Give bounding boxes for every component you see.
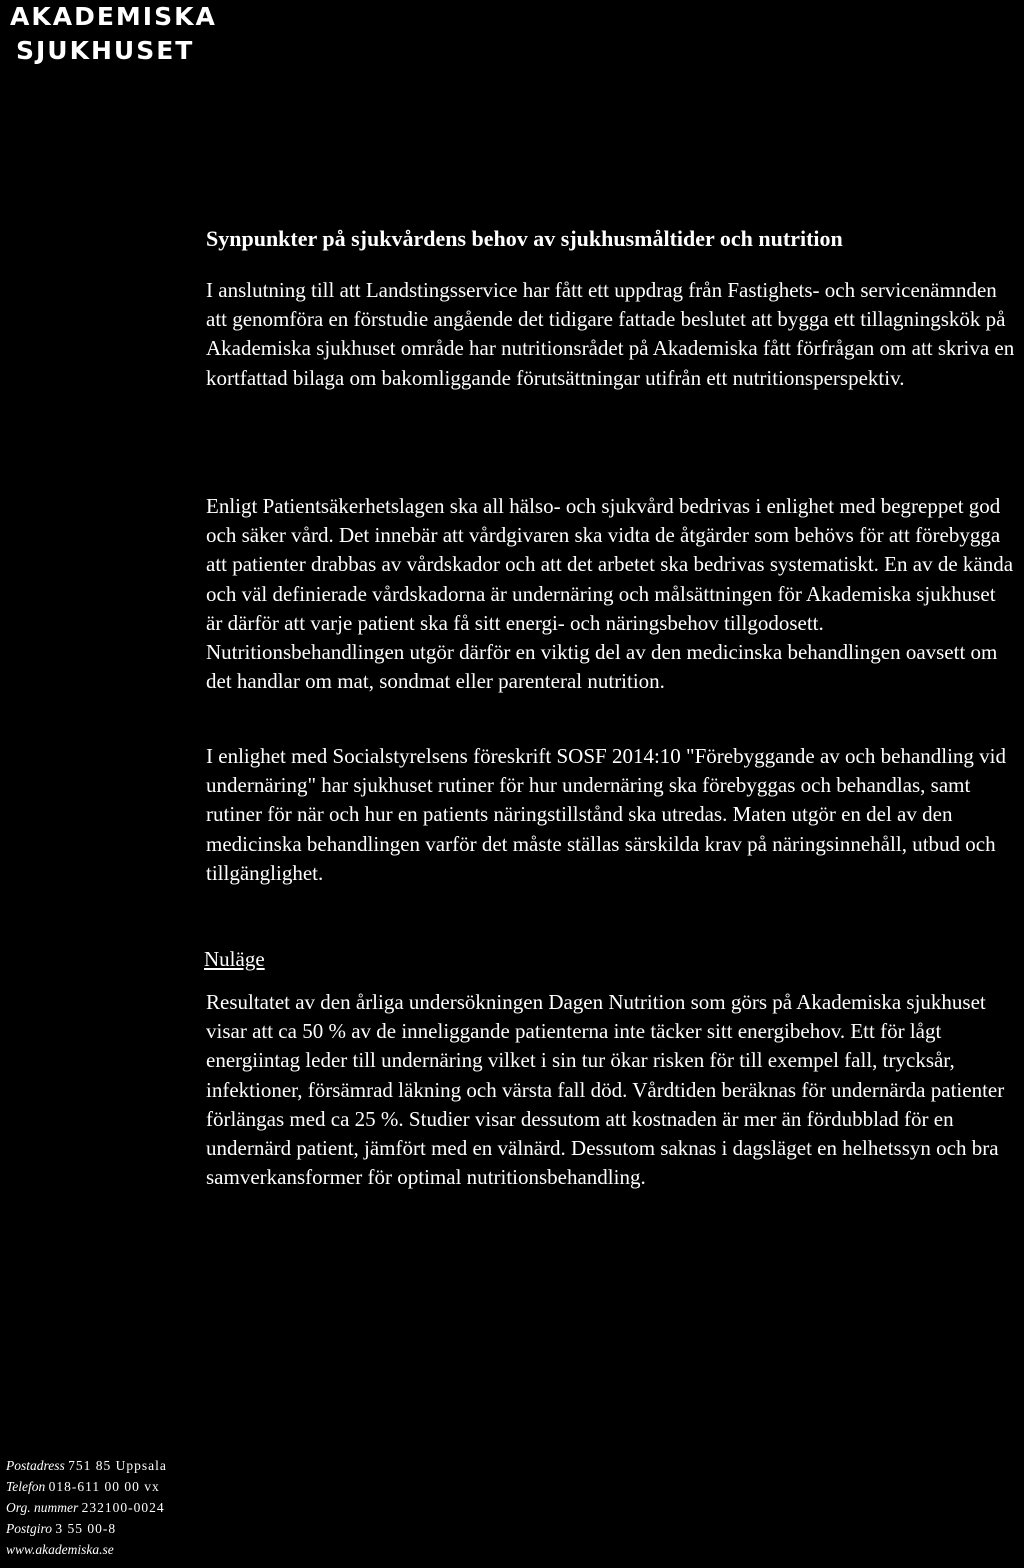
footer-telefon-label: Telefon <box>6 1479 46 1494</box>
footer-telefon-value: 018-611 00 00 vx <box>48 1479 160 1494</box>
footer-website <box>6 1539 167 1560</box>
footer-org-label: Org. nummer <box>6 1500 79 1515</box>
section-heading-nulage: Nuläge <box>204 947 265 971</box>
logo <box>10 0 217 68</box>
footer-postadress-label: Postadress <box>6 1458 65 1473</box>
logo-line-2: SJUKHUSET <box>16 36 195 65</box>
paragraph-intro: I anslutning till att Landstingsservice har fått ett uppdrag från Fastighets- och servicenämnden att genomföra en förstudie angående det tidigare fattade beslutet att bygga ett tillagningskök på Akademiska sjukhuset område har nutritionsrådet på Akademiska fått förfrågan om att skriva en kortfattad bilaga om bakomliggande förutsättningar utifrån ett nutritionsperspektiv. <box>206 278 1015 390</box>
logo-line-1: AKADEMISKA <box>10 2 217 31</box>
paragraph-current-state: Resultatet av den årliga undersökningen Dagen Nutrition som görs på Akademiska sjukhuset visar att ca 50 % av de inneliggande patienterna inte täcker sitt energibehov. Ett för lågt energiintag leder till undernäring vilket i sin tur ökar risken för till exempel fall, trycksår, infektioner, försämrad läkning och värsta fall död. Vårdtiden beräknas för undernärda patienter förlängas med ca 25 %. Studier visar dessutom att kostnaden är mer än fördubblad för en undernärd patient, jämfört med en välnärd. Dessutom saknas i dagsläget en helhetssyn och bra samverkansformer för optimal nutritionsbehandling. <box>206 990 1005 1190</box>
footer-postgiro <box>6 1518 167 1539</box>
footer-postadress-value: 751 85 Uppsala <box>68 1458 167 1473</box>
footer-contact <box>6 1455 167 1560</box>
footer-postgiro-label: Postgiro <box>6 1521 53 1536</box>
footer-postadress <box>6 1455 167 1476</box>
footer-website-link[interactable]: www.akademiska.se <box>6 1542 114 1557</box>
paragraph-regulation: I enlighet med Socialstyrelsens föreskrift SOSF 2014:10 "Förebyggande av och behandling vid undernäring" har sjukhuset rutiner för hur undernäring ska förebyggas och behandlas, samt rutiner för när och hur en patients näringstillstånd ska utredas. Maten utgör en del av den medicinska behandlingen varför det måste ställas särskilda krav på näringsinnehåll, utbud och tillgänglighet. <box>206 744 1007 885</box>
footer-org-value: 232100-0024 <box>81 1500 165 1515</box>
footer-org <box>6 1497 167 1518</box>
footer-telefon <box>6 1476 167 1497</box>
footer-postgiro-value: 3 55 00-8 <box>55 1521 117 1536</box>
document-title: Synpunkter på sjukvårdens behov av sjukhusmåltider och nutrition <box>206 226 843 251</box>
paragraph-patient-safety: Enligt Patientsäkerhetslagen ska all hälso- och sjukvård bedrivas i enlighet med begreppet god och säker vård. Det innebär att vårdgivaren ska vidta de åtgärder som behövs för att förebygga att patienter drabbas av vårdskador och att det arbetet ska bedrivas systematiskt. En av de kända och väl definierade vårdskadorna är undernäring och målsättningen för Akademiska sjukhuset är därför att varje patient ska få sitt energi- och näringsbehov tillgodosett. Nutritionsbehandlingen utgör därför en viktig del av den medicinska behandlingen oavsett om det handlar om mat, sondmat eller parenteral nutrition. <box>206 494 1014 694</box>
